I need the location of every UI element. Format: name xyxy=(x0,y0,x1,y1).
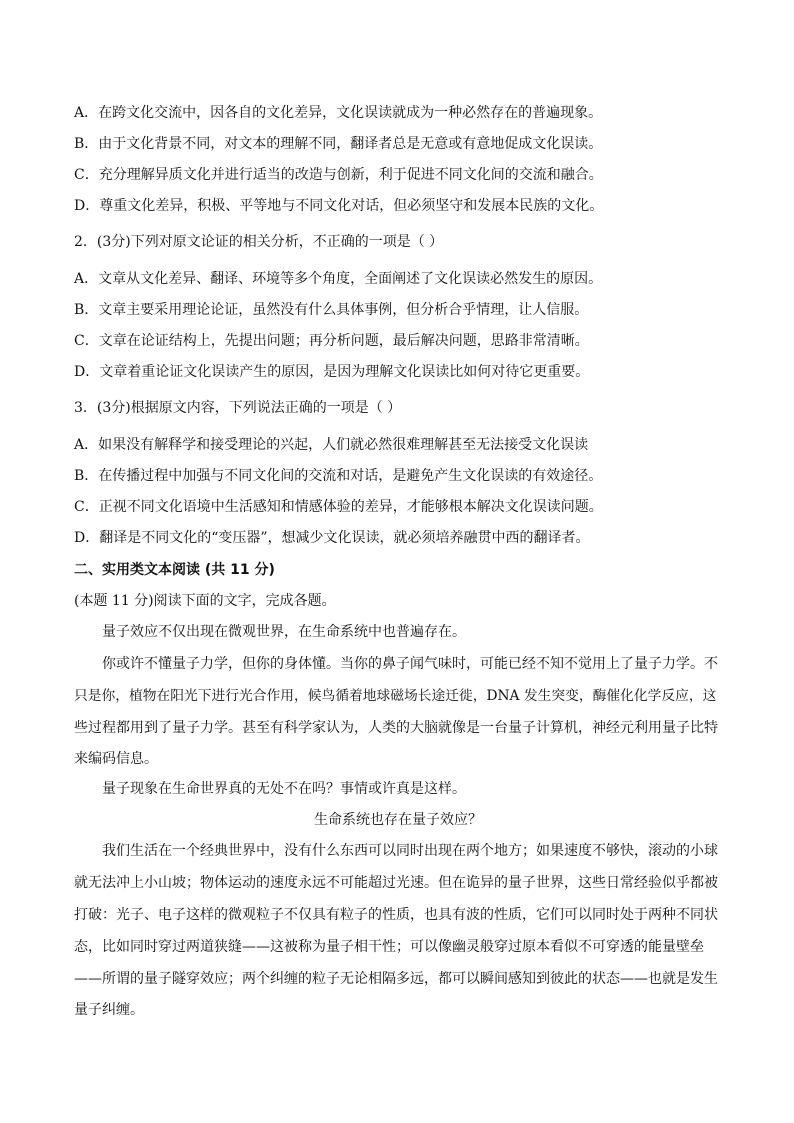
q3-option-d: D．翻译是不同文化的“变压器”，想减少文化误读，就必须培养融贯中西的翻译者。 xyxy=(74,530,590,546)
passage-p4-line-6: 量子纠缠。 xyxy=(74,1002,144,1018)
q2-option-c: C．文章在论证结构上，先提出问题；再分析问题，最后解决问题，思路非常清晰。 xyxy=(74,333,589,349)
q3-option-a: A．如果没有解释学和接受理论的兴起，人们就必然很难理解甚至无法接受文化误读 xyxy=(74,437,589,453)
section-heading: 二、实用类文本阅读 (共 11 分) xyxy=(74,562,275,578)
passage-p2-line-3: 些过程都用到了量子力学。甚至有科学家认为，人类的大脑就像是一台量子计算机，神经元利用量子比特 xyxy=(74,720,718,736)
passage-paragraph-1: 量子效应不仅出现在微观世界，在生命系统中也普遍存在。 xyxy=(102,624,466,640)
q3-option-b: B．在传播过程中加强与不同文化间的交流和对话，是避免产生文化误读的有效途径。 xyxy=(74,468,603,484)
q1-option-a: A．在跨文化交流中，因各自的文化差异，文化误读就成为一种必然存在的普遍现象。 xyxy=(74,105,603,121)
passage-paragraph-3: 量子现象在生命世界真的无处不在吗？事情或许真是这样。 xyxy=(102,781,466,797)
passage-p4-line-4: 态，比如同时穿过两道狭缝——这被称为量子相干性；可以像幽灵般穿过原本看似不可穿透的能量壁垒 xyxy=(74,939,704,955)
passage-p4-line-1: 我们生活在一个经典世界中，没有什么东西可以同时出现在两个地方；如果速度不够快，滚动的小球 xyxy=(102,843,718,859)
passage-p2-line-4: 来编码信息。 xyxy=(74,751,158,767)
q3-stem: 3．(3分)根据原文内容，下列说法正确的一项是（ ） xyxy=(74,400,402,416)
passage-p4-line-5: ——所谓的量子隧穿效应；两个纠缠的粒子无论相隔多远，都可以瞬间感知到彼此的状态——也就是发生 xyxy=(74,971,718,987)
passage-subtitle: 生命系统也存在量子效应？ xyxy=(314,812,482,828)
q1-option-d: D．尊重文化差异，积极、平等地与不同文化对话，但必须坚守和发展本民族的文化。 xyxy=(74,198,604,214)
q2-option-a: A．文章从文化差异、翻译、环境等多个角度，全面阐述了文化误读必然发生的原因。 xyxy=(74,271,603,287)
passage-p4-line-2: 就无法冲上小山坡；物体运动的速度永远不可能超过光速。但在诡异的量子世界，这些日常经验似乎都被 xyxy=(74,875,718,891)
passage-p2-line-1: 你或许不懂量子力学，但你的身体懂。当你的鼻子闻气味时，可能已经不知不觉用上了量子力学。不 xyxy=(102,656,718,672)
passage-p2-line-2: 只是你，植物在阳光下进行光合作用，候鸟循着地球磁场长途迁徙，DNA 发生突变，酶催化化学反应，这 xyxy=(74,688,717,704)
passage-p4-line-3: 打破：光子、电子这样的微观粒子不仅具有粒子的性质，也具有波的性质，它们可以同时处于两种不同状 xyxy=(74,907,718,923)
q3-option-c: C．正视不同文化语境中生活感知和情感体验的差异，才能够根本解决文化误读问题。 xyxy=(74,499,603,515)
q1-option-c: C．充分理解异质文化并进行适当的改造与创新，利于促进不同文化间的交流和融合。 xyxy=(74,167,603,183)
q1-option-b: B．由于文化背景不同，对文本的理解不同，翻译者总是无意或有意地促成文化误读。 xyxy=(74,136,603,152)
q2-stem: 2．(3分)下列对原文论证的相关分析，不正确的一项是（ ） xyxy=(74,234,444,250)
q2-option-d: D．文章着重论证文化误读产生的原因，是因为理解文化误读比如何对待它更重要。 xyxy=(74,364,590,380)
section-instruction: (本题 11 分)阅读下面的文字，完成各题。 xyxy=(74,593,336,609)
q2-option-b: B．文章主要采用理论论证，虽然没有什么具体事例，但分析合乎情理，让人信服。 xyxy=(74,302,589,318)
